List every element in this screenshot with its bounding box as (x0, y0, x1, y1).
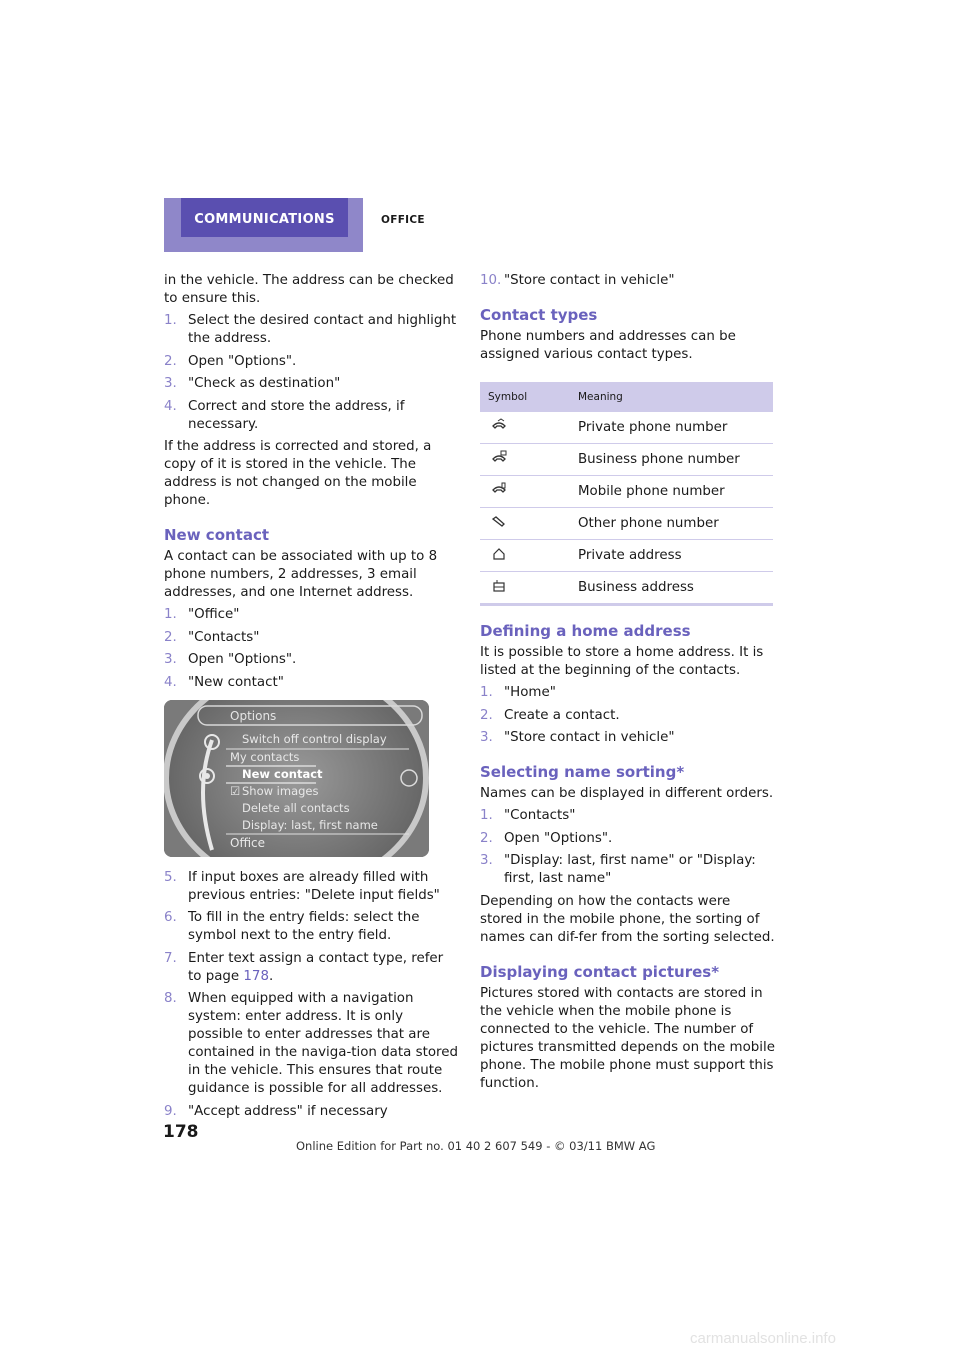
list-item: 1. "Contacts" (480, 808, 576, 823)
footer-text: Online Edition for Part no. 01 40 2 607 549 - © 03/11 BMW AG (296, 1139, 656, 1153)
screen-footer: Office (230, 835, 266, 850)
step-8: 8. When equipped with a navigation system: enter address. It is only possible to enter addresses that are contained in the naviga-tion data stored in the vehicle. This ensures that route guidance is possible for all addresses. (164, 991, 458, 1096)
list-item: 1. "Office" (164, 607, 240, 622)
table-row (480, 572, 773, 605)
other-phone-icon (490, 514, 508, 534)
mobile-phone-icon (490, 482, 508, 502)
column-header-meaning: Meaning (570, 382, 773, 412)
intro-text: in the vehicle. The address can be checked to ensure this. (164, 273, 454, 306)
symbol-cell (480, 444, 570, 476)
screen-menu-item: Show images (242, 783, 319, 798)
table-row (480, 412, 773, 444)
table-row (480, 540, 773, 572)
step-9: 9. "Accept address" if necessary (164, 1103, 388, 1119)
table-row (480, 508, 773, 540)
meaning-cell: Business phone number (570, 444, 773, 476)
watermark: carmanualsonline.info (690, 1330, 836, 1347)
private-phone-icon (490, 418, 508, 438)
page-number: 178 (163, 1122, 199, 1142)
name-sorting-heading: Selecting name sorting* (480, 763, 685, 781)
list-item: 2. Create a contact. (480, 707, 620, 723)
contact-types-heading: Contact types (480, 306, 598, 324)
symbol-cell (480, 508, 570, 540)
list-item: 2. Open "Options". (164, 353, 297, 369)
meaning-cell: Mobile phone number (570, 476, 773, 508)
screen-menu-item: New contact (242, 766, 323, 781)
home-steps (480, 684, 775, 747)
step-5: 5. If input boxes are already filled with previous entries: "Delete input fields" (164, 869, 440, 903)
table-row (480, 476, 773, 508)
screen-title: Options (230, 708, 277, 723)
checkmark-icon: ☑ (230, 783, 241, 798)
contact-types-text: Phone numbers and addresses can be assigned various contact types. (480, 329, 736, 362)
symbol-cell (480, 476, 570, 508)
meaning-cell: Business address (570, 572, 773, 605)
home-address-text: It is possible to store a home address. It is listed at the beginning of the contacts. (480, 645, 764, 678)
screen-menu-item: Display: last, first name (242, 817, 378, 832)
step-10: 10. "Store contact in vehicle" (480, 273, 675, 288)
sort-steps (480, 807, 775, 888)
name-sorting-after-text: Depending on how the contacts were stored in the mobile phone, the sorting of names can dif-fer from the sorting selected. (480, 893, 775, 945)
after-check-text: If the address is corrected and stored, a copy of it is stored in the vehicle. The address is not changed on the mobile phone. (164, 439, 432, 508)
step-7: 7. Enter text assign a contact type, refer to page 178. (164, 950, 444, 984)
step-6: 6. To fill in the entry fields: select the symbol next to the entry field. (164, 910, 420, 943)
list-item: 1. Select the desired contact and highlight the address. (164, 313, 457, 346)
list-item: 4. Correct and store the address, if necessary. (164, 398, 405, 432)
table-row (480, 444, 773, 476)
list-item: 2. "Contacts" (164, 629, 260, 645)
screen-menu-item: Switch off control display (242, 731, 387, 746)
list-item: 1. "Home" (480, 685, 556, 700)
list-item: 3. Open "Options". (164, 652, 297, 667)
new-contact-heading: New contact (164, 526, 270, 544)
list-item: 2. Open "Options". (480, 830, 613, 846)
meaning-cell: Private address (570, 540, 773, 572)
contact-pictures-heading: Displaying contact pictures* (480, 962, 720, 981)
screen-menu-item: My contacts (230, 749, 300, 764)
symbol-cell (480, 412, 570, 444)
page-reference-link[interactable]: 178 (243, 968, 269, 984)
meaning-cell: Private phone number (570, 412, 773, 444)
left-column (164, 272, 459, 1125)
list-item: 3. "Display: last, first name" or "Display: first, last name" (480, 853, 756, 886)
list-item: 3. "Store contact in vehicle" (480, 730, 675, 745)
list-item: 4. "New contact" (164, 674, 284, 690)
name-sorting-text: Names can be displayed in different orders. (480, 786, 774, 801)
home-address-heading: Defining a home address (480, 622, 691, 640)
business-phone-icon (490, 450, 508, 470)
column-header-symbol: Symbol (480, 382, 570, 412)
symbol-cell (480, 572, 570, 605)
meaning-cell: Other phone number (570, 508, 773, 540)
new-contact-text: A contact can be associated with up to 8 phone numbers, 2 addresses, 3 email addresses, and one Internet address. (164, 549, 438, 600)
options-screen-image (164, 700, 429, 857)
section-title: COMMUNICATIONS (181, 198, 348, 237)
symbol-cell (480, 540, 570, 572)
right-column (480, 272, 775, 1097)
private-address-icon (490, 546, 508, 566)
screen-menu-item: Delete all contacts (242, 800, 350, 815)
contact-pictures-text: Pictures stored with contacts are stored in the vehicle when the mobile phone is connected to the vehicle. The number of pictures transmitted depends on the mobile phone. The mobile phone must support this function. (480, 985, 775, 1091)
business-address-icon (490, 578, 508, 598)
subsection-title: OFFICE (381, 214, 425, 226)
contact-types-table (480, 382, 773, 606)
check-steps (164, 312, 459, 434)
list-item: 3. "Check as destination" (164, 376, 341, 391)
new-contact-steps (164, 606, 459, 692)
